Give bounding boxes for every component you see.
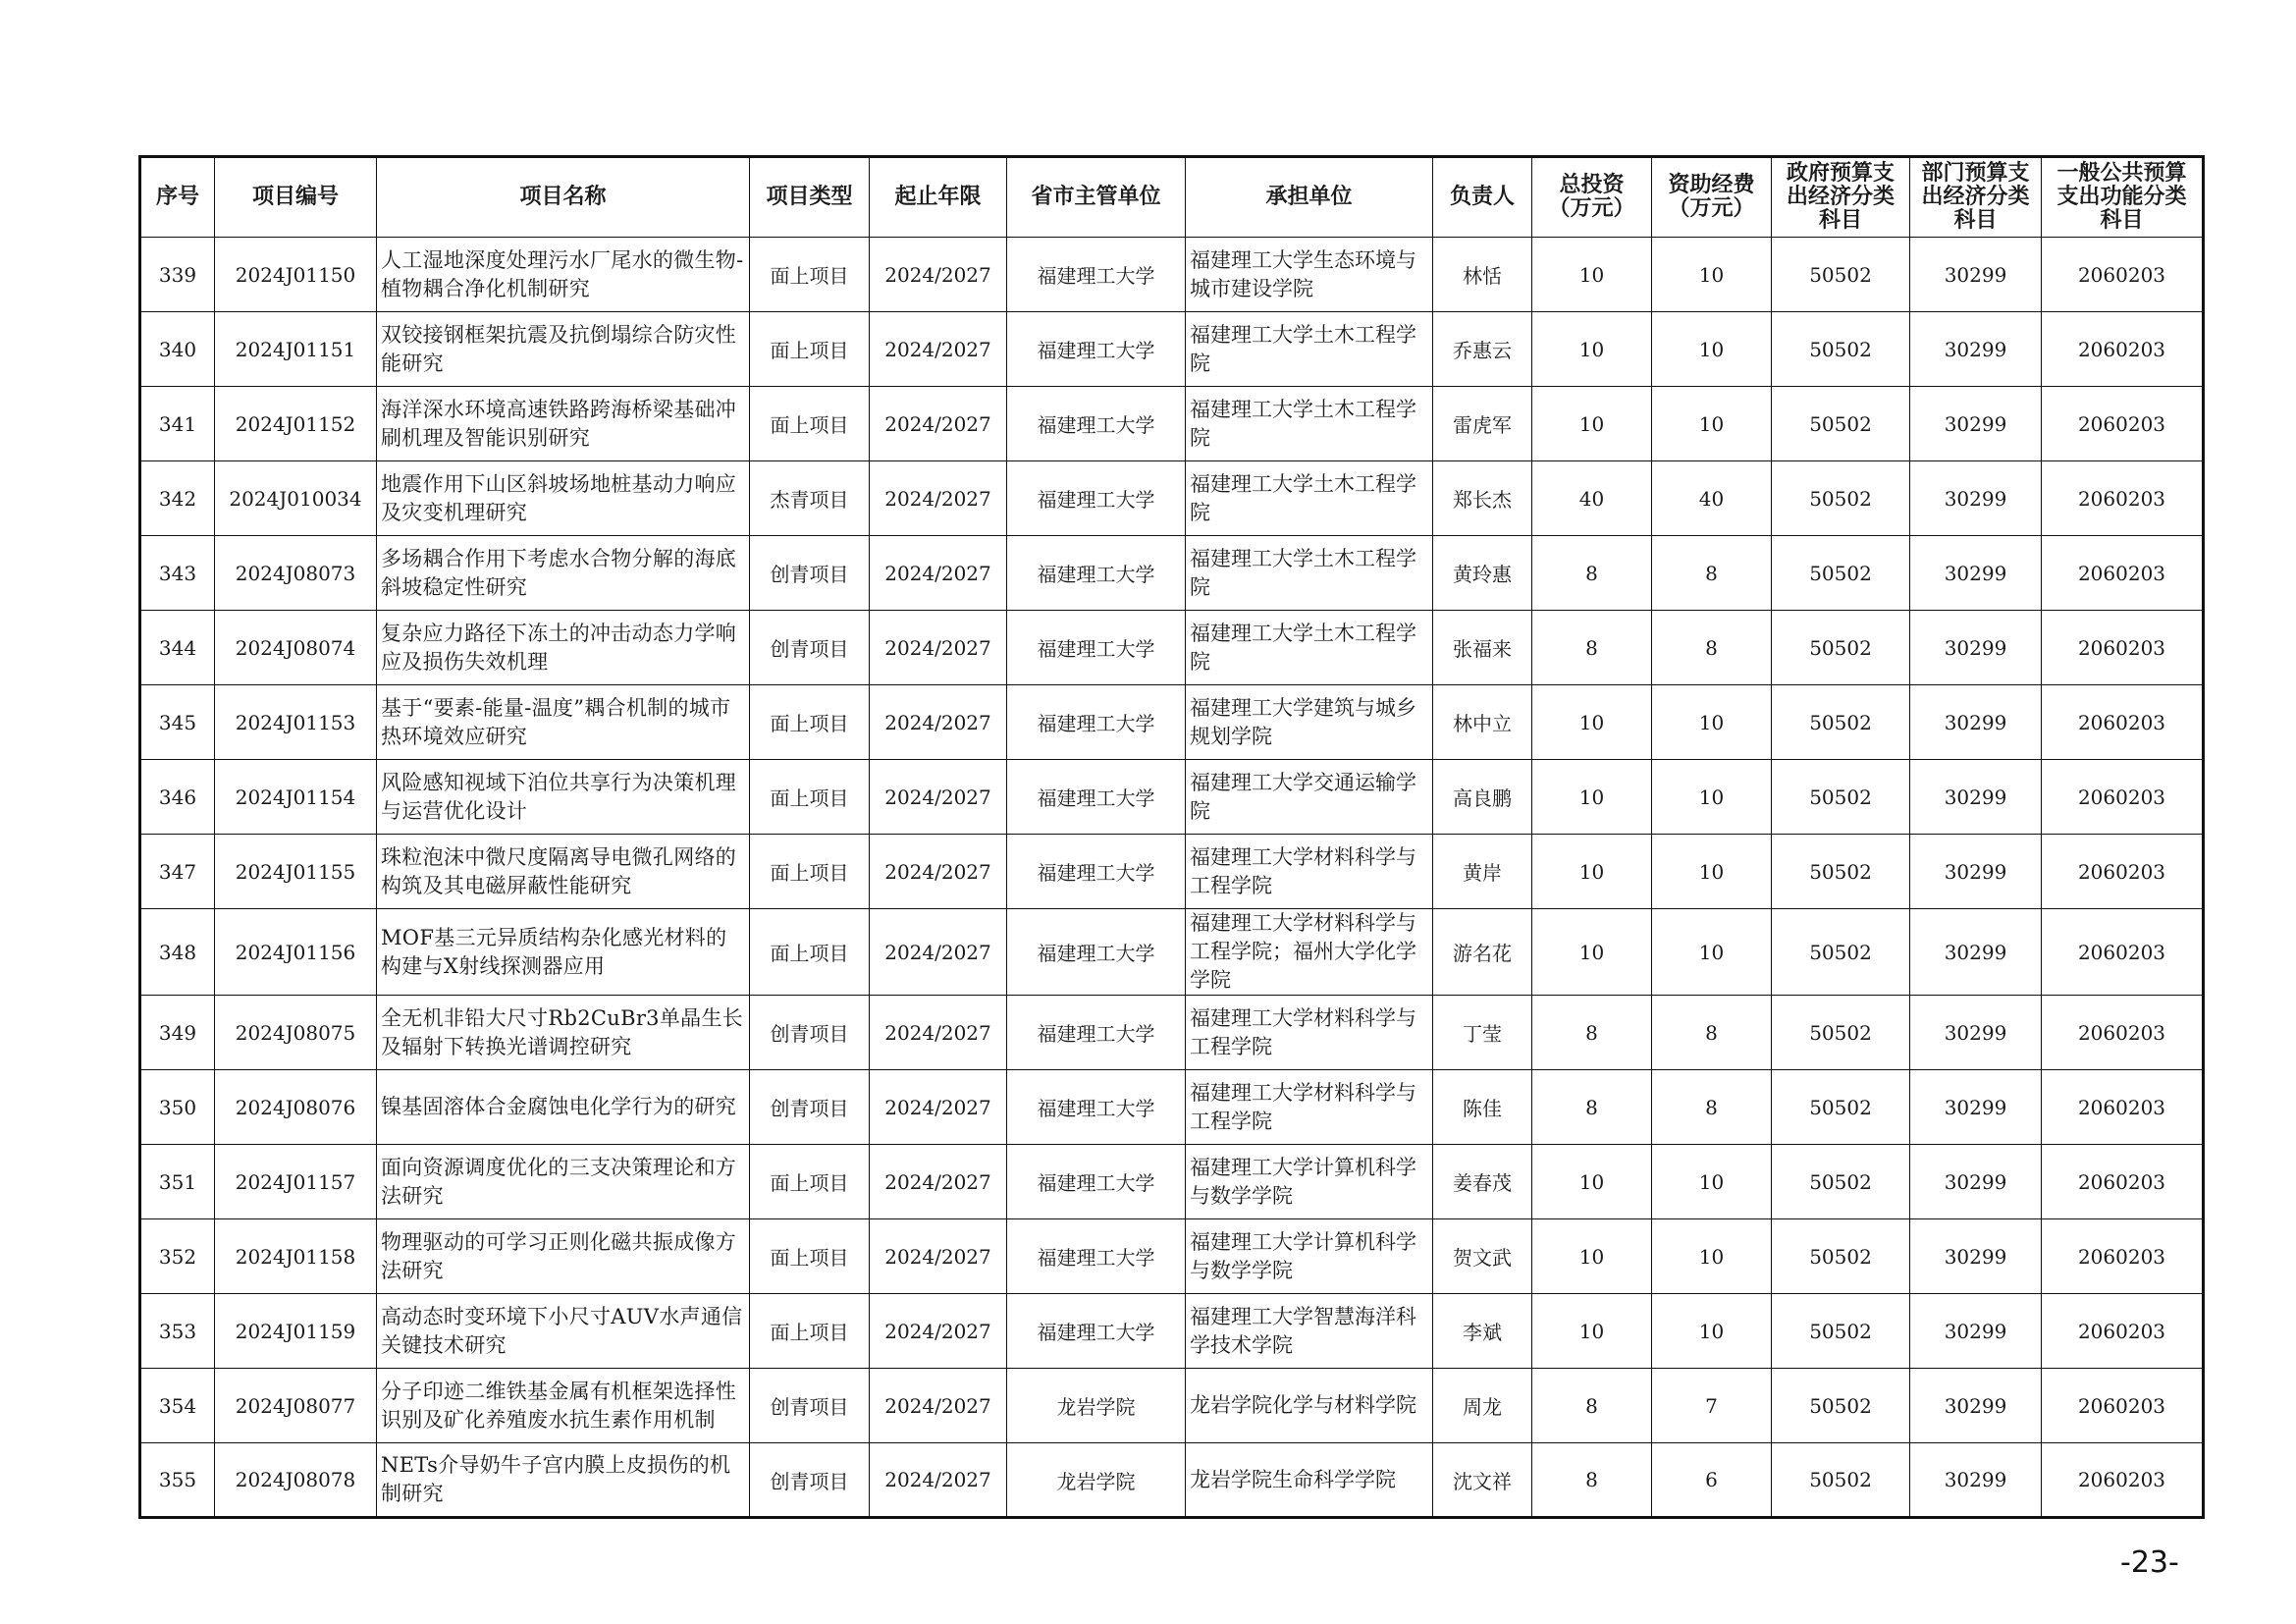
cell-funding: 10 (1652, 238, 1772, 312)
cell-funding: 6 (1652, 1443, 1772, 1518)
cell-period: 2024/2027 (870, 536, 1007, 611)
cell-project-code: 2024J01159 (215, 1294, 377, 1369)
cell-undertaking-unit: 福建理工大学材料科学与工程学院 (1186, 996, 1433, 1070)
cell-project-name: 物理驱动的可学习正则化磁共振成像方法研究 (377, 1219, 750, 1294)
table-row (140, 238, 2204, 312)
cell-undertaking-unit: 福建理工大学材料科学与工程学院 (1186, 1070, 1433, 1145)
cell-project-code: 2024J08075 (215, 996, 377, 1070)
cell-project-type: 面上项目 (750, 387, 870, 461)
cell-funding: 10 (1652, 760, 1772, 835)
cell-leader: 贺文武 (1433, 1219, 1532, 1294)
cell-function-code: 2060203 (2042, 835, 2204, 909)
table-row (140, 1294, 2204, 1369)
cell-total-investment: 8 (1532, 996, 1652, 1070)
cell-project-type: 面上项目 (750, 238, 870, 312)
cell-dept-budget-code: 30299 (1910, 387, 2042, 461)
header-project-type: 项目类型 (750, 157, 870, 238)
cell-project-name: 基于“要素-能量-温度”耦合机制的城市热环境效应研究 (377, 685, 750, 760)
cell-project-code: 2024J01158 (215, 1219, 377, 1294)
header-period: 起止年限 (870, 157, 1007, 238)
cell-project-code: 2024J01156 (215, 909, 377, 996)
cell-project-type: 面上项目 (750, 1145, 870, 1219)
table-row (140, 461, 2204, 536)
header-supervising-unit: 省市主管单位 (1007, 157, 1186, 238)
cell-project-name: 人工湿地深度处理污水厂尾水的微生物-植物耦合净化机制研究 (377, 238, 750, 312)
cell-gov-budget-code: 50502 (1772, 685, 1910, 760)
cell-dept-budget-code: 30299 (1910, 1070, 2042, 1145)
header-total-investment: 总投资 （万元） (1532, 157, 1652, 238)
cell-project-code: 2024J01154 (215, 760, 377, 835)
cell-serial: 354 (140, 1369, 215, 1443)
cell-project-name: 高动态时变环境下小尺寸AUV水声通信关键技术研究 (377, 1294, 750, 1369)
cell-total-investment: 10 (1532, 1219, 1652, 1294)
cell-dept-budget-code: 30299 (1910, 996, 2042, 1070)
cell-serial: 345 (140, 685, 215, 760)
cell-project-type: 面上项目 (750, 760, 870, 835)
cell-project-code: 2024J01155 (215, 835, 377, 909)
header-undertaking-unit: 承担单位 (1186, 157, 1433, 238)
cell-serial: 352 (140, 1219, 215, 1294)
cell-leader: 高良鹏 (1433, 760, 1532, 835)
cell-undertaking-unit: 福建理工大学材料科学与工程学院 (1186, 835, 1433, 909)
cell-leader: 游名花 (1433, 909, 1532, 996)
cell-function-code: 2060203 (2042, 312, 2204, 387)
table-row (140, 996, 2204, 1070)
cell-gov-budget-code: 50502 (1772, 835, 1910, 909)
cell-function-code: 2060203 (2042, 461, 2204, 536)
cell-period: 2024/2027 (870, 611, 1007, 685)
cell-undertaking-unit: 福建理工大学土木工程学院 (1186, 461, 1433, 536)
cell-undertaking-unit: 福建理工大学土木工程学院 (1186, 536, 1433, 611)
cell-supervising-unit: 福建理工大学 (1007, 238, 1186, 312)
cell-serial: 340 (140, 312, 215, 387)
cell-gov-budget-code: 50502 (1772, 1145, 1910, 1219)
cell-project-name: 海洋深水环境高速铁路跨海桥梁基础冲刷机理及智能识别研究 (377, 387, 750, 461)
cell-serial: 341 (140, 387, 215, 461)
cell-undertaking-unit: 福建理工大学智慧海洋科学技术学院 (1186, 1294, 1433, 1369)
cell-function-code: 2060203 (2042, 1145, 2204, 1219)
cell-function-code: 2060203 (2042, 685, 2204, 760)
header-function-code: 一般公共预算 支出功能分类 科目 (2042, 157, 2204, 238)
cell-project-type: 杰青项目 (750, 461, 870, 536)
cell-project-type: 创青项目 (750, 1070, 870, 1145)
cell-period: 2024/2027 (870, 1294, 1007, 1369)
table-row (140, 685, 2204, 760)
cell-function-code: 2060203 (2042, 536, 2204, 611)
cell-total-investment: 10 (1532, 1294, 1652, 1369)
cell-leader: 张福来 (1433, 611, 1532, 685)
cell-project-name: 珠粒泡沫中微尺度隔离导电微孔网络的构筑及其电磁屏蔽性能研究 (377, 835, 750, 909)
cell-project-code: 2024J01153 (215, 685, 377, 760)
cell-project-type: 面上项目 (750, 685, 870, 760)
cell-function-code: 2060203 (2042, 909, 2204, 996)
cell-total-investment: 8 (1532, 1369, 1652, 1443)
header-serial: 序号 (140, 157, 215, 238)
cell-dept-budget-code: 30299 (1910, 1294, 2042, 1369)
cell-serial: 344 (140, 611, 215, 685)
cell-period: 2024/2027 (870, 760, 1007, 835)
cell-undertaking-unit: 福建理工大学材料科学与工程学院；福州大学化学学院 (1186, 909, 1433, 996)
cell-supervising-unit: 福建理工大学 (1007, 536, 1186, 611)
cell-function-code: 2060203 (2042, 760, 2204, 835)
table-row (140, 1219, 2204, 1294)
cell-project-code: 2024J08078 (215, 1443, 377, 1518)
cell-period: 2024/2027 (870, 387, 1007, 461)
cell-funding: 8 (1652, 996, 1772, 1070)
cell-gov-budget-code: 50502 (1772, 387, 1910, 461)
cell-dept-budget-code: 30299 (1910, 312, 2042, 387)
cell-project-code: 2024J08073 (215, 536, 377, 611)
table-row (140, 611, 2204, 685)
cell-gov-budget-code: 50502 (1772, 760, 1910, 835)
project-table (138, 155, 2205, 1519)
cell-project-code: 2024J01151 (215, 312, 377, 387)
cell-total-investment: 10 (1532, 760, 1652, 835)
cell-project-type: 创青项目 (750, 1443, 870, 1518)
cell-project-name: 分子印迹二维铁基金属有机框架选择性识别及矿化养殖废水抗生素作用机制 (377, 1369, 750, 1443)
cell-undertaking-unit: 福建理工大学建筑与城乡规划学院 (1186, 685, 1433, 760)
cell-dept-budget-code: 30299 (1910, 1219, 2042, 1294)
table-body (140, 238, 2204, 1518)
cell-funding: 8 (1652, 611, 1772, 685)
cell-project-code: 2024J01150 (215, 238, 377, 312)
cell-funding: 10 (1652, 1145, 1772, 1219)
cell-period: 2024/2027 (870, 461, 1007, 536)
cell-serial: 351 (140, 1145, 215, 1219)
cell-funding: 7 (1652, 1369, 1772, 1443)
cell-dept-budget-code: 30299 (1910, 760, 2042, 835)
cell-funding: 10 (1652, 835, 1772, 909)
cell-undertaking-unit: 龙岩学院生命科学学院 (1186, 1443, 1433, 1518)
cell-undertaking-unit: 福建理工大学土木工程学院 (1186, 611, 1433, 685)
cell-project-name: 面向资源调度优化的三支决策理论和方法研究 (377, 1145, 750, 1219)
cell-function-code: 2060203 (2042, 238, 2204, 312)
cell-supervising-unit: 福建理工大学 (1007, 387, 1186, 461)
cell-dept-budget-code: 30299 (1910, 1369, 2042, 1443)
cell-supervising-unit: 福建理工大学 (1007, 611, 1186, 685)
cell-gov-budget-code: 50502 (1772, 909, 1910, 996)
cell-undertaking-unit: 福建理工大学土木工程学院 (1186, 312, 1433, 387)
cell-undertaking-unit: 龙岩学院化学与材料学院 (1186, 1369, 1433, 1443)
cell-project-type: 创青项目 (750, 1369, 870, 1443)
table-row (140, 1369, 2204, 1443)
cell-project-name: 风险感知视域下泊位共享行为决策机理与运营优化设计 (377, 760, 750, 835)
cell-undertaking-unit: 福建理工大学土木工程学院 (1186, 387, 1433, 461)
cell-total-investment: 10 (1532, 685, 1652, 760)
cell-leader: 林中立 (1433, 685, 1532, 760)
table-row (140, 312, 2204, 387)
cell-leader: 郑长杰 (1433, 461, 1532, 536)
cell-project-code: 2024J01152 (215, 387, 377, 461)
cell-funding: 10 (1652, 312, 1772, 387)
cell-total-investment: 10 (1532, 835, 1652, 909)
cell-gov-budget-code: 50502 (1772, 461, 1910, 536)
cell-supervising-unit: 龙岩学院 (1007, 1369, 1186, 1443)
cell-leader: 林恬 (1433, 238, 1532, 312)
cell-project-type: 面上项目 (750, 312, 870, 387)
cell-supervising-unit: 福建理工大学 (1007, 835, 1186, 909)
cell-serial: 339 (140, 238, 215, 312)
cell-function-code: 2060203 (2042, 1369, 2204, 1443)
cell-period: 2024/2027 (870, 1369, 1007, 1443)
cell-gov-budget-code: 50502 (1772, 611, 1910, 685)
cell-serial: 355 (140, 1443, 215, 1518)
cell-dept-budget-code: 30299 (1910, 238, 2042, 312)
header-project-code: 项目编号 (215, 157, 377, 238)
cell-serial: 347 (140, 835, 215, 909)
cell-total-investment: 8 (1532, 1070, 1652, 1145)
cell-project-code: 2024J08076 (215, 1070, 377, 1145)
cell-serial: 348 (140, 909, 215, 996)
cell-leader: 陈佳 (1433, 1070, 1532, 1145)
cell-project-name: 全无机非铅大尺寸Rb2CuBr3单晶生长及辐射下转换光谱调控研究 (377, 996, 750, 1070)
cell-total-investment: 10 (1532, 238, 1652, 312)
cell-total-investment: 8 (1532, 1443, 1652, 1518)
cell-undertaking-unit: 福建理工大学生态环境与城市建设学院 (1186, 238, 1433, 312)
cell-project-code: 2024J08074 (215, 611, 377, 685)
cell-funding: 8 (1652, 536, 1772, 611)
cell-serial: 346 (140, 760, 215, 835)
table-header-row (140, 157, 2204, 238)
cell-gov-budget-code: 50502 (1772, 1070, 1910, 1145)
cell-dept-budget-code: 30299 (1910, 1443, 2042, 1518)
cell-supervising-unit: 福建理工大学 (1007, 1070, 1186, 1145)
cell-dept-budget-code: 30299 (1910, 685, 2042, 760)
cell-funding: 10 (1652, 685, 1772, 760)
cell-funding: 10 (1652, 387, 1772, 461)
cell-funding: 8 (1652, 1070, 1772, 1145)
cell-leader: 周龙 (1433, 1369, 1532, 1443)
cell-gov-budget-code: 50502 (1772, 1369, 1910, 1443)
cell-project-name: 镍基固溶体合金腐蚀电化学行为的研究 (377, 1070, 750, 1145)
cell-project-type: 创青项目 (750, 611, 870, 685)
cell-period: 2024/2027 (870, 909, 1007, 996)
cell-serial: 349 (140, 996, 215, 1070)
cell-gov-budget-code: 50502 (1772, 1443, 1910, 1518)
cell-funding: 10 (1652, 909, 1772, 996)
cell-period: 2024/2027 (870, 312, 1007, 387)
cell-project-type: 创青项目 (750, 996, 870, 1070)
cell-serial: 342 (140, 461, 215, 536)
table-row (140, 909, 2204, 996)
cell-supervising-unit: 龙岩学院 (1007, 1443, 1186, 1518)
cell-project-type: 面上项目 (750, 835, 870, 909)
cell-total-investment: 8 (1532, 611, 1652, 685)
cell-dept-budget-code: 30299 (1910, 1145, 2042, 1219)
cell-leader: 沈文祥 (1433, 1443, 1532, 1518)
cell-dept-budget-code: 30299 (1910, 611, 2042, 685)
cell-leader: 乔惠云 (1433, 312, 1532, 387)
cell-undertaking-unit: 福建理工大学计算机科学与数学学院 (1186, 1145, 1433, 1219)
cell-function-code: 2060203 (2042, 387, 2204, 461)
cell-supervising-unit: 福建理工大学 (1007, 1145, 1186, 1219)
cell-dept-budget-code: 30299 (1910, 909, 2042, 996)
cell-supervising-unit: 福建理工大学 (1007, 909, 1186, 996)
cell-project-code: 2024J08077 (215, 1369, 377, 1443)
cell-total-investment: 10 (1532, 909, 1652, 996)
cell-project-type: 创青项目 (750, 536, 870, 611)
cell-gov-budget-code: 50502 (1772, 536, 1910, 611)
cell-project-name: 多场耦合作用下考虑水合物分解的海底斜坡稳定性研究 (377, 536, 750, 611)
header-dept-budget-code: 部门预算支 出经济分类 科目 (1910, 157, 2042, 238)
cell-leader: 丁莹 (1433, 996, 1532, 1070)
cell-leader: 黄玲惠 (1433, 536, 1532, 611)
cell-undertaking-unit: 福建理工大学交通运输学院 (1186, 760, 1433, 835)
cell-serial: 343 (140, 536, 215, 611)
cell-period: 2024/2027 (870, 1443, 1007, 1518)
table-row (140, 760, 2204, 835)
cell-period: 2024/2027 (870, 1070, 1007, 1145)
cell-project-name: 地震作用下山区斜坡场地桩基动力响应及灾变机理研究 (377, 461, 750, 536)
cell-total-investment: 10 (1532, 1145, 1652, 1219)
header-project-name: 项目名称 (377, 157, 750, 238)
cell-total-investment: 10 (1532, 312, 1652, 387)
cell-supervising-unit: 福建理工大学 (1007, 461, 1186, 536)
cell-funding: 10 (1652, 1219, 1772, 1294)
cell-leader: 雷虎军 (1433, 387, 1532, 461)
cell-leader: 李斌 (1433, 1294, 1532, 1369)
page-number: -23- (2120, 1545, 2179, 1580)
table-row (140, 1145, 2204, 1219)
cell-supervising-unit: 福建理工大学 (1007, 760, 1186, 835)
cell-total-investment: 40 (1532, 461, 1652, 536)
cell-supervising-unit: 福建理工大学 (1007, 996, 1186, 1070)
table-row (140, 387, 2204, 461)
cell-period: 2024/2027 (870, 685, 1007, 760)
cell-serial: 353 (140, 1294, 215, 1369)
table-row (140, 835, 2204, 909)
cell-gov-budget-code: 50502 (1772, 996, 1910, 1070)
cell-project-code: 2024J010034 (215, 461, 377, 536)
header-leader: 负责人 (1433, 157, 1532, 238)
cell-function-code: 2060203 (2042, 1219, 2204, 1294)
cell-supervising-unit: 福建理工大学 (1007, 685, 1186, 760)
cell-serial: 350 (140, 1070, 215, 1145)
cell-project-type: 面上项目 (750, 1219, 870, 1294)
cell-total-investment: 8 (1532, 536, 1652, 611)
cell-dept-budget-code: 30299 (1910, 536, 2042, 611)
cell-project-name: 双铰接钢框架抗震及抗倒塌综合防灾性能研究 (377, 312, 750, 387)
cell-total-investment: 10 (1532, 387, 1652, 461)
cell-project-name: MOF基三元异质结构杂化感光材料的构建与X射线探测器应用 (377, 909, 750, 996)
cell-supervising-unit: 福建理工大学 (1007, 1294, 1186, 1369)
cell-funding: 40 (1652, 461, 1772, 536)
table-row (140, 1443, 2204, 1518)
cell-undertaking-unit: 福建理工大学计算机科学与数学学院 (1186, 1219, 1433, 1294)
cell-project-code: 2024J01157 (215, 1145, 377, 1219)
cell-dept-budget-code: 30299 (1910, 835, 2042, 909)
cell-function-code: 2060203 (2042, 1070, 2204, 1145)
cell-dept-budget-code: 30299 (1910, 461, 2042, 536)
cell-period: 2024/2027 (870, 1219, 1007, 1294)
cell-leader: 姜春茂 (1433, 1145, 1532, 1219)
cell-period: 2024/2027 (870, 238, 1007, 312)
header-gov-budget-code: 政府预算支 出经济分类 科目 (1772, 157, 1910, 238)
cell-function-code: 2060203 (2042, 1443, 2204, 1518)
cell-gov-budget-code: 50502 (1772, 238, 1910, 312)
cell-period: 2024/2027 (870, 996, 1007, 1070)
cell-function-code: 2060203 (2042, 1294, 2204, 1369)
cell-function-code: 2060203 (2042, 611, 2204, 685)
cell-gov-budget-code: 50502 (1772, 1219, 1910, 1294)
header-funding: 资助经费 （万元） (1652, 157, 1772, 238)
cell-period: 2024/2027 (870, 1145, 1007, 1219)
cell-project-type: 面上项目 (750, 909, 870, 996)
cell-period: 2024/2027 (870, 835, 1007, 909)
cell-supervising-unit: 福建理工大学 (1007, 1219, 1186, 1294)
cell-function-code: 2060203 (2042, 996, 2204, 1070)
table-row (140, 1070, 2204, 1145)
cell-gov-budget-code: 50502 (1772, 1294, 1910, 1369)
cell-funding: 10 (1652, 1294, 1772, 1369)
cell-project-name: 复杂应力路径下冻土的冲击动态力学响应及损伤失效机理 (377, 611, 750, 685)
cell-project-type: 面上项目 (750, 1294, 870, 1369)
cell-supervising-unit: 福建理工大学 (1007, 312, 1186, 387)
cell-leader: 黄岸 (1433, 835, 1532, 909)
cell-gov-budget-code: 50502 (1772, 312, 1910, 387)
cell-project-name: NETs介导奶牛子宫内膜上皮损伤的机制研究 (377, 1443, 750, 1518)
table-row (140, 536, 2204, 611)
